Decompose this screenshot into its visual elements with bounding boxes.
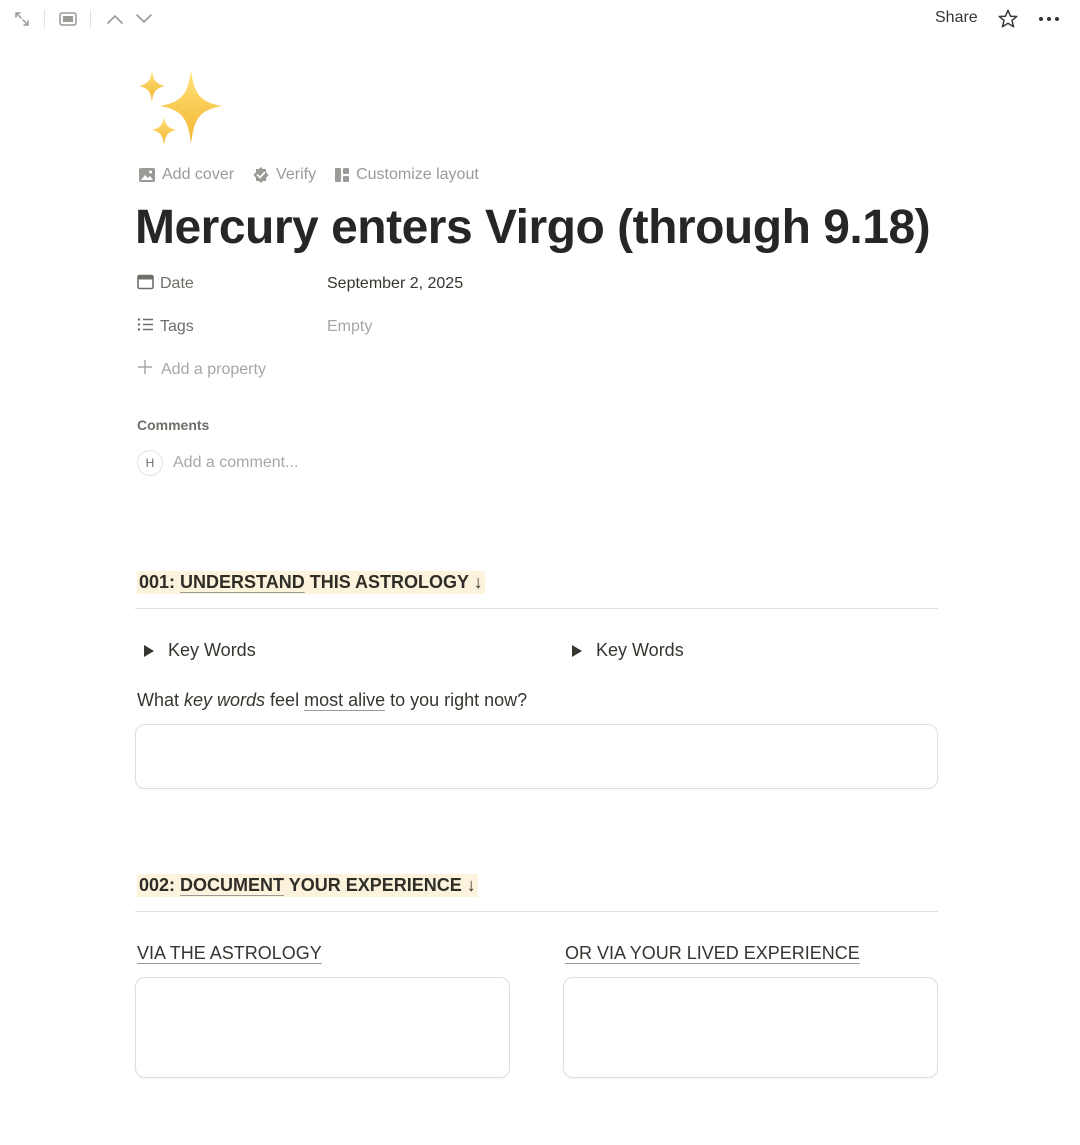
toggle-triangle-icon[interactable]	[144, 645, 154, 657]
comment-input[interactable]: Add a comment...	[173, 454, 299, 471]
list-icon	[137, 317, 154, 337]
question-text: to you right now?	[385, 690, 528, 710]
customize-layout-label: Customize layout	[356, 166, 479, 183]
toggle-key-words-right[interactable]	[572, 640, 684, 661]
heading-prefix: 001:	[139, 572, 181, 592]
toggle-triangle-icon[interactable]	[572, 645, 582, 657]
layout-icon	[334, 167, 350, 183]
plus-icon	[137, 359, 153, 380]
property-row-tags[interactable]	[137, 315, 372, 339]
divider	[135, 911, 938, 912]
property-label: Tags	[160, 318, 194, 335]
section-heading-document[interactable]	[137, 874, 478, 897]
toolbar-divider	[90, 10, 91, 28]
comment-composer[interactable]	[137, 450, 298, 476]
property-name[interactable]	[137, 273, 327, 295]
lived-experience-notes-box[interactable]	[563, 977, 938, 1078]
chevron-up-icon[interactable]	[105, 9, 125, 29]
toggle-key-words-left[interactable]	[144, 640, 256, 661]
calendar-icon	[137, 273, 154, 295]
section-heading-understand[interactable]	[137, 571, 485, 594]
add-cover-button[interactable]	[138, 166, 234, 184]
heading-prefix: 002:	[139, 875, 181, 895]
sparkles-icon[interactable]	[136, 66, 226, 154]
add-cover-label: Add cover	[162, 166, 235, 183]
date-value[interactable]: September 2, 2025	[327, 275, 464, 292]
verify-button[interactable]	[252, 166, 316, 184]
lived-experience-heading: OR VIA YOUR LIVED EXPERIENCE	[565, 943, 860, 963]
question-text: feel	[265, 690, 305, 710]
question-text: What	[137, 690, 185, 710]
expand-icon[interactable]	[12, 9, 32, 29]
page-actions	[138, 166, 479, 184]
star-icon[interactable]	[996, 9, 1020, 29]
page-title[interactable]: Mercury enters Virgo (through 9.18)	[135, 201, 931, 254]
more-icon[interactable]	[1036, 9, 1062, 29]
customize-layout-button[interactable]	[334, 166, 479, 184]
heading-underlined: DOCUMENT	[180, 875, 285, 895]
verify-label: Verify	[276, 166, 317, 183]
chevron-down-icon[interactable]	[134, 9, 154, 29]
heading-underlined: UNDERSTAND	[180, 572, 305, 592]
heading-rest: YOUR EXPERIENCE ↓	[284, 875, 476, 895]
question-underlined: most alive	[304, 690, 386, 710]
key-words-answer-box[interactable]	[135, 724, 938, 789]
comments-heading: Comments	[137, 417, 210, 433]
reflection-question	[137, 690, 527, 711]
toggle-label: Key Words	[168, 640, 256, 660]
share-button[interactable]: Share	[935, 9, 978, 26]
question-italic: key words	[184, 690, 266, 710]
add-property-label: Add a property	[161, 360, 266, 378]
property-label: Date	[160, 275, 194, 292]
toggle-label: Key Words	[596, 640, 684, 660]
image-icon	[138, 167, 156, 183]
divider	[135, 608, 938, 609]
avatar: H	[137, 450, 163, 476]
add-property-button[interactable]	[137, 359, 266, 380]
toolbar-divider	[44, 10, 45, 28]
verified-badge-icon	[252, 166, 270, 184]
top-bar	[0, 0, 1080, 38]
peek-view-icon[interactable]	[58, 9, 78, 29]
property-row-date[interactable]	[137, 272, 463, 296]
tags-value[interactable]: Empty	[327, 318, 373, 335]
astrology-notes-box[interactable]	[135, 977, 510, 1078]
via-astrology-heading: VIA THE ASTROLOGY	[137, 943, 322, 963]
heading-rest: THIS ASTROLOGY ↓	[304, 572, 483, 592]
property-name[interactable]	[137, 317, 327, 337]
